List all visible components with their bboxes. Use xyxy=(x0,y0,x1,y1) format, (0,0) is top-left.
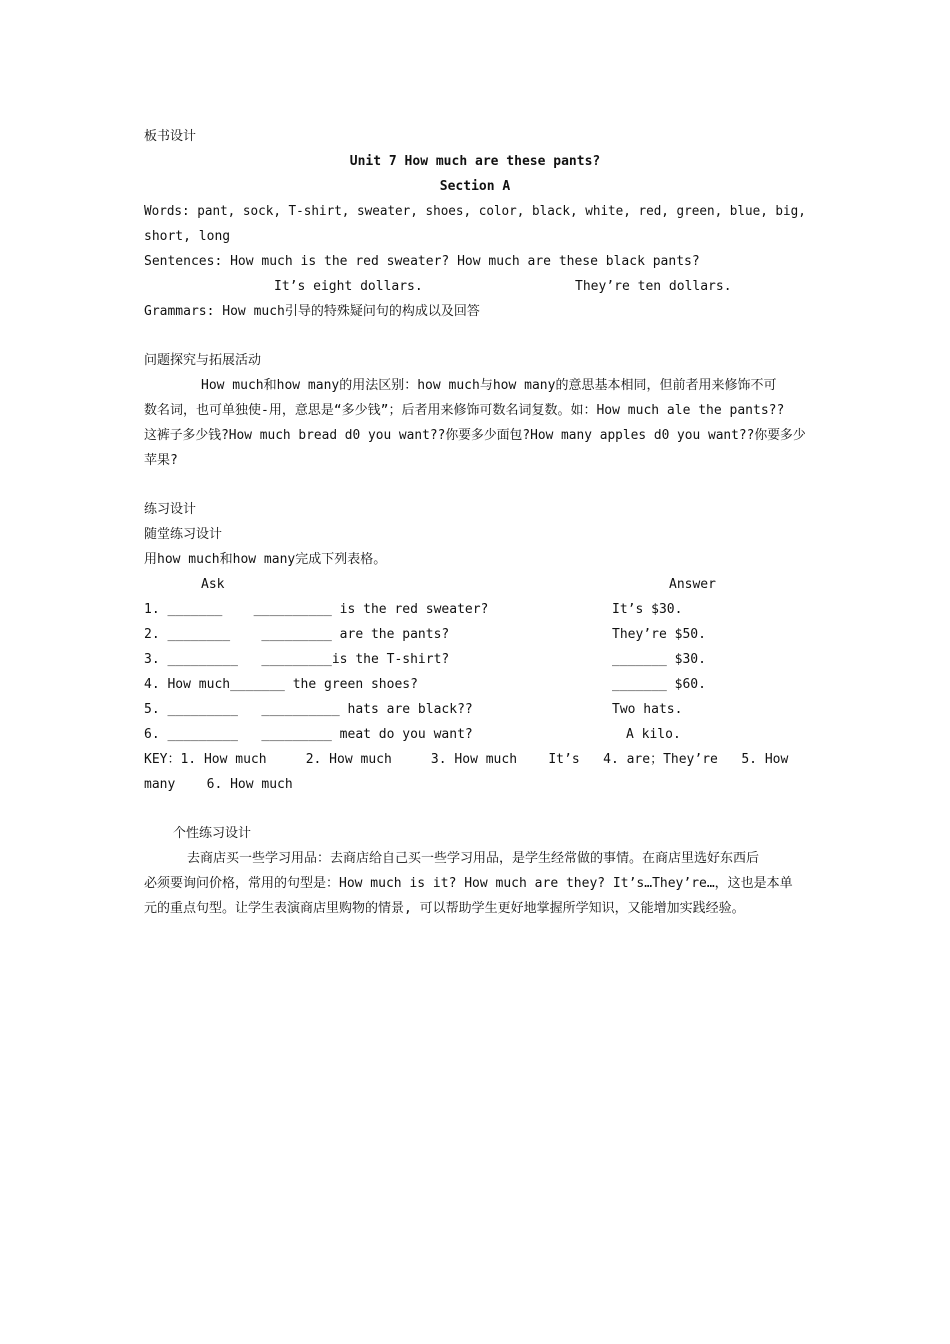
section-title: Section A xyxy=(439,179,511,194)
practice-heading: 练习设计 xyxy=(144,502,197,517)
individual-line-1: 去商店买一些学习用品：去商店给自己买一些学习用品，是学生经常做的事情。在商店里选好东西后 xyxy=(187,851,760,866)
sentences-line: Sentences: How much is the red sweater? How much are these black pants? xyxy=(144,254,700,269)
practice-subheading: 随堂练习设计 xyxy=(144,527,223,542)
explore-line-1: How much和how many的用法区别：how much与how many的意思基本相同，但前者用来修饰不可 xyxy=(201,378,777,393)
explore-line-2: 数名词，也可单独使-用，意思是“多少钱”；后者用来修饰可数名词复数。如：How much ale the pants?? xyxy=(144,403,785,418)
unit-title: Unit 7 How much are these pants? xyxy=(349,154,601,169)
practice-instruction: 用how much和how many完成下列表格。 xyxy=(144,552,387,567)
explore-line-4: 苹果? xyxy=(144,453,178,468)
key-line-2: many 6. How much xyxy=(144,777,293,792)
key-line-1: KEY：1. How much 2. How much 3. How much It’s 4. are；They’re 5. How xyxy=(144,752,789,767)
exercise-ask: 1. _______ __________ is the red sweater? xyxy=(144,602,489,617)
exercise-answer: They’re $50. xyxy=(612,627,706,642)
grammars-line: Grammars: How much引导的特殊疑问句的构成以及回答 xyxy=(144,304,480,319)
exercise-ask: 3. _________ _________is the T-shirt? xyxy=(144,652,450,667)
words-line-1: Words: pant, sock, T-shirt, sweater, shoes, color, black, white, red, green, blue, big, xyxy=(144,204,806,219)
board-heading: 板书设计 xyxy=(144,129,197,144)
exercise-answer: It’s $30. xyxy=(612,602,683,617)
exercise-ask: 5. _________ __________ hats are black?? xyxy=(144,702,473,717)
exercise-answer: _______ $60. xyxy=(612,677,706,692)
exercise-ask: 2. ________ _________ are the pants? xyxy=(144,627,450,642)
exercise-ask: 6. _________ _________ meat do you want? xyxy=(144,727,473,742)
answer-line-1: It’s eight dollars. xyxy=(274,279,423,294)
explore-heading: 问题探究与拓展活动 xyxy=(144,353,262,368)
answer-line-2: They’re ten dollars. xyxy=(575,279,732,294)
individual-line-3: 元的重点句型。让学生表演商店里购物的情景, 可以帮助学生更好地掌握所学知识，又能增加实践经验。 xyxy=(144,901,745,916)
column-answer: Answer xyxy=(669,577,716,592)
column-ask: Ask xyxy=(201,577,225,592)
exercise-ask: 4. How much_______ the green shoes? xyxy=(144,677,418,692)
exercise-answer: _______ $30. xyxy=(612,652,706,667)
exercise-answer: A kilo. xyxy=(626,727,681,742)
exercise-answer: Two hats. xyxy=(612,702,683,717)
explore-line-3: 这裤子多少钱?How much bread d0 you want??你要多少面包?How many apples d0 you want??你要多少 xyxy=(144,428,806,443)
words-line-2: short, long xyxy=(144,229,231,244)
individual-heading: 个性练习设计 xyxy=(173,826,252,841)
individual-line-2: 必须要询问价格，常用的句型是：How much is it? How much are they? It’s…They’re…，这也是本单 xyxy=(144,876,793,891)
